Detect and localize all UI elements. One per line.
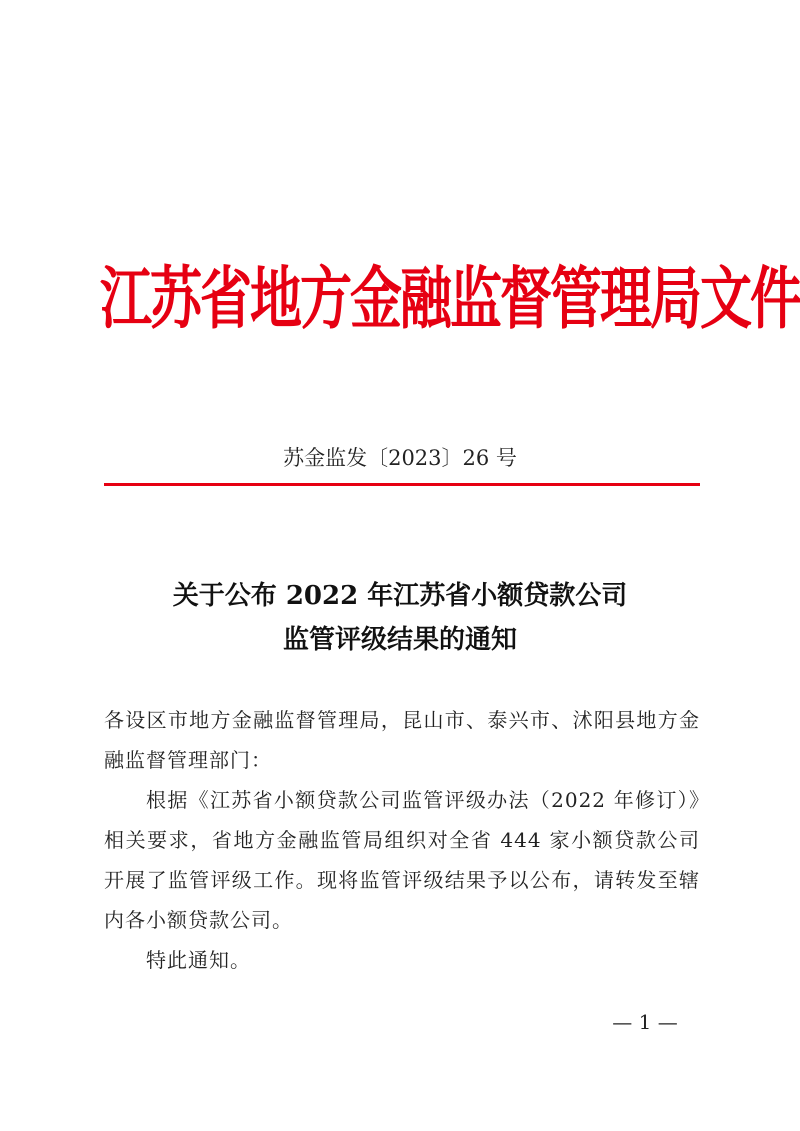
page-number: — 1 — xyxy=(612,1010,678,1034)
body-paragraph: 根据《江苏省小额贷款公司监管评级办法（2022 年修订）》相关要求，省地方金融监管局组织对全省 444 家小额贷款公司开展了监管评级工作。现将监管评级结果予以公布，请转发至辖内各小额贷款公司。 xyxy=(104,788,700,932)
masthead-title: 江苏省地方金融监督管理局文件 xyxy=(100,261,800,339)
red-divider-line xyxy=(104,483,700,486)
notice-title-line-1: 关于公布 2022 年江苏省小额贷款公司 xyxy=(172,581,628,611)
notice-body xyxy=(104,700,700,980)
notice-title xyxy=(100,574,700,662)
closing-line: 特此通知。 xyxy=(146,948,251,972)
salutation: 各设区市地方金融监督管理局，昆山市、泰兴市、沭阳县地方金融监督管理部门： xyxy=(104,708,700,772)
document-number: 苏金监发〔2023〕26 号 xyxy=(283,446,517,470)
notice-title-line-2: 监管评级结果的通知 xyxy=(282,625,517,655)
